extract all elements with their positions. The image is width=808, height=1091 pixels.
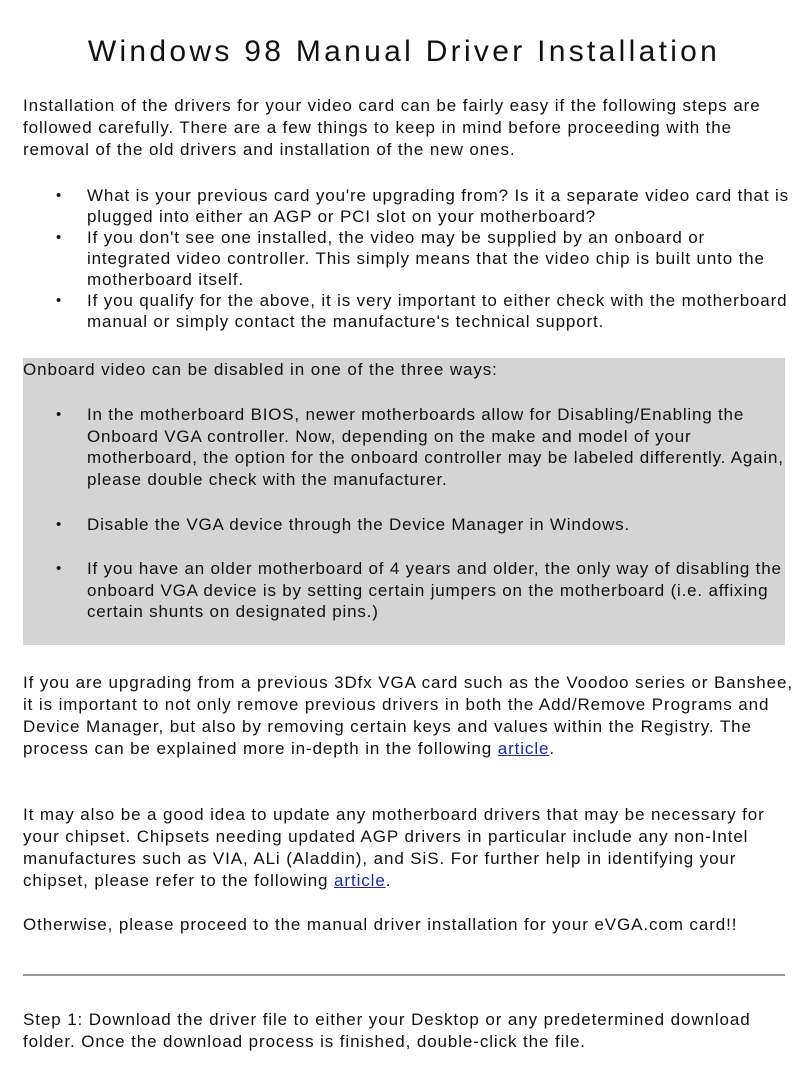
bullet-icon: • bbox=[56, 516, 63, 533]
list-item bbox=[23, 514, 785, 536]
chipset-paragraph bbox=[23, 804, 793, 892]
bullet-icon: • bbox=[56, 229, 63, 246]
list-item-text: If you have an older motherboard of 4 years and older, the only way of disabling the onboard VGA device is by setting certain jumpers on the motherboard (i.e. affixing certain shunts on designated pins.) bbox=[87, 559, 782, 621]
article-link[interactable]: article bbox=[334, 871, 386, 890]
list-item-text: If you don't see one installed, the video may be supplied by an onboard or integrated video controller. This simply means that the video chip is built unto the motherboard itself. bbox=[87, 228, 765, 289]
onboard-methods-list bbox=[23, 404, 785, 490]
list-item-text: What is your previous card you're upgrading from? Is it a separate video card that is plugged into either an AGP or PCI slot on your motherboard? bbox=[87, 186, 789, 226]
list-item-text: Disable the VGA device through the Device Manager in Windows. bbox=[87, 515, 631, 534]
upgrade-paragraph bbox=[23, 672, 793, 760]
article-link[interactable]: article bbox=[497, 739, 550, 758]
considerations-list bbox=[23, 185, 793, 332]
list-item bbox=[23, 227, 793, 290]
list-item bbox=[23, 185, 793, 227]
list-item-text: If you qualify for the above, it is very important to either check with the motherboard manual or simply contact the manufacture's technical support. bbox=[87, 291, 788, 331]
chipset-paragraph-end: . bbox=[385, 871, 392, 890]
upgrade-paragraph-end: . bbox=[549, 739, 555, 758]
list-item bbox=[23, 558, 785, 623]
onboard-video-box bbox=[23, 358, 785, 645]
upgrade-paragraph-text: If you are upgrading from a previous 3Dfx VGA card such as the Voodoo series or Banshee, it is important to not only remove previous drivers in both the Add/Remove Programs and Device Manager, but also by removing certain keys and values within the Registry. The process can be explained more in-depth in the following bbox=[23, 673, 793, 758]
otherwise-paragraph: Otherwise, please proceed to the manual driver installation for your eVGA.com card!! bbox=[23, 915, 738, 934]
onboard-video-lead: Onboard video can be disabled in one of the three ways: bbox=[23, 360, 498, 379]
bullet-icon: • bbox=[56, 187, 63, 204]
list-item bbox=[23, 290, 793, 332]
onboard-methods-list bbox=[23, 558, 785, 623]
intro-paragraph: Installation of the drivers for your video card can be fairly easy if the following steps are followed carefully. There are a few things to keep in mind before proceeding with the removal of the old drivers and installation of the new ones. bbox=[23, 96, 761, 159]
page-title: Windows 98 Manual Driver Installation bbox=[87, 35, 721, 68]
bullet-icon: • bbox=[56, 292, 63, 309]
chipset-paragraph-text: It may also be a good idea to update any motherboard drivers that may be necessary for your chipset. Chipsets needing updated AGP drivers in particular include any non-Intel manufactures such as VIA, ALi (Aladdin), and SiS. For further help in identifying your chipset, please refer to the following bbox=[23, 805, 765, 890]
bullet-icon: • bbox=[56, 560, 63, 577]
bullet-icon: • bbox=[56, 406, 63, 423]
horizontal-divider bbox=[23, 974, 785, 976]
list-item-text: In the motherboard BIOS, newer motherboards allow for Disabling/Enabling the Onboard VGA controller. Now, depending on the make and model of your motherboard, the option for the onboard controller may be labeled differently. Again, please double check with the manufacturer. bbox=[87, 405, 784, 489]
list-item bbox=[23, 404, 785, 490]
step-1-paragraph: Step 1: Download the driver file to either your Desktop or any predetermined download folder. Once the download process is finished, double-click the file. bbox=[23, 1010, 751, 1051]
onboard-methods-list bbox=[23, 514, 785, 536]
